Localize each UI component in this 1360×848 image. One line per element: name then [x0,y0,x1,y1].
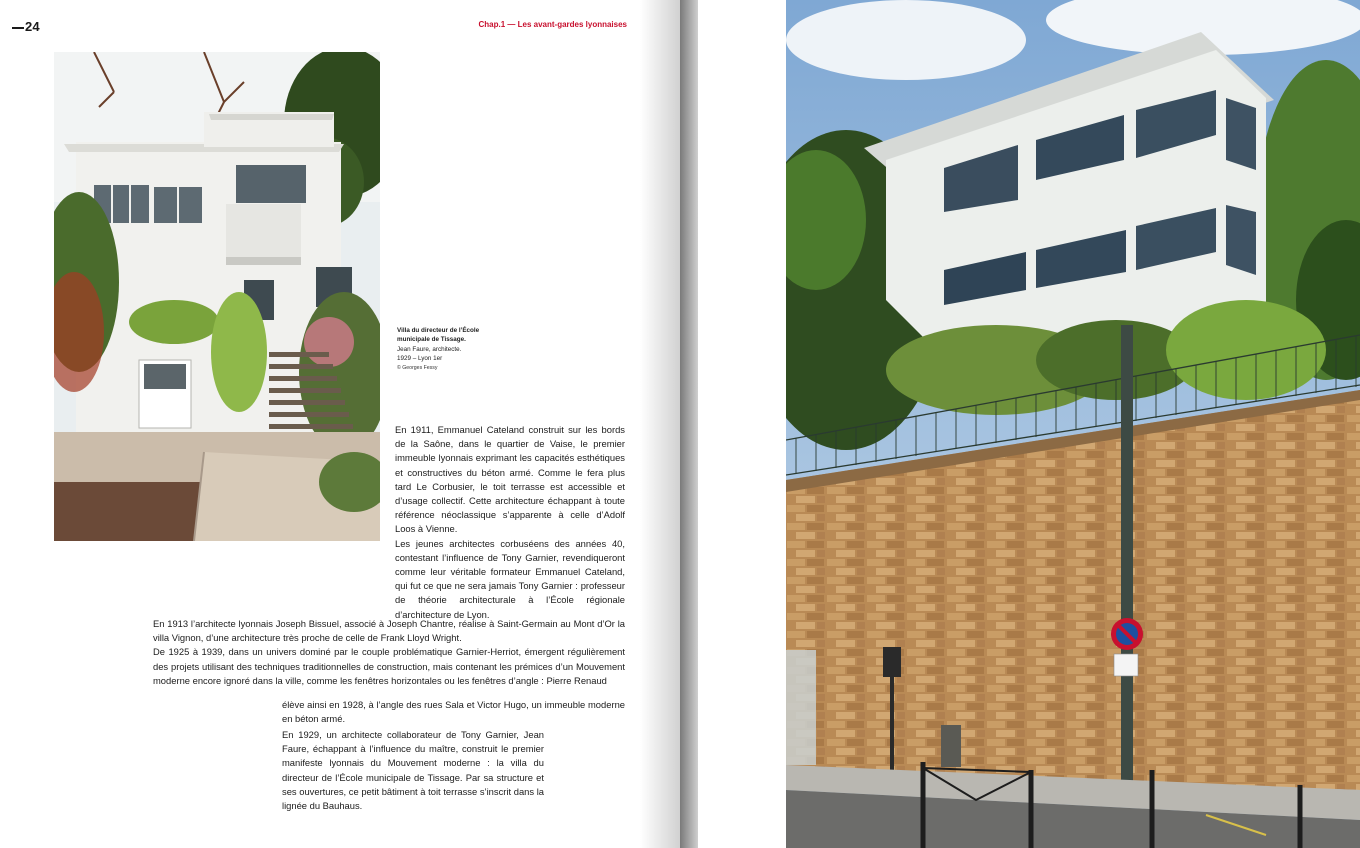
paragraph-1925-1939: De 1925 à 1939, dans un univers dominé par le couple problématique Garnier-Herriot, émergent régulièrement des projets utilisant des techniques traditionnelles de construction, mais contenant les prémices d’un Mouvement moderne encore ignoré dans la ville, comme les fenêtres horizontales ou les fenêtres d’angle : Pierre Renaud [153,646,625,686]
body-text-narrow [282,728,544,813]
page-number-value: 24 [25,19,40,34]
paragraph-corbuseens: Les jeunes architectes corbuséens des années 40, contestant l’influence de Tony Garnier, revendiqueront comme leur véritable formateur Emmanuel Cateland, qui fut ce que ne sera jamais Tony Garnier : professeur de théorie architecturale à l’École régionale d’architecture de Lyon. [395,537,625,620]
gutter-shadow [640,0,680,848]
villa-photo-street [786,0,1360,848]
villa-photo-front [54,52,380,541]
paragraph-faure: En 1929, un architecte collaborateur de Tony Garnier, Jean Faure, échappant à l’influence du maître, construit le premier manifeste lyonnais du Mouvement moderne : la villa du directeur de l’École municipale de Tissage. Par sa structure et ses ouvertures, ce petit bâtiment à toit terrasse s’inscrit dans la lignée du Bauhaus. [282,729,544,812]
paragraph-renaud: élève ainsi en 1928, à l’angle des rues Sala et Victor Hugo, un immeuble moderne en béton armé. [282,699,625,725]
page-number-dash [12,27,24,29]
paragraph-cateland: En 1911, Emmanuel Cateland construit sur les bords de la Saône, dans le quartier de Vaise, le premier immeuble lyonnais exprimant les capacités esthétiques et constructives du béton armé. Comme le fera plus tard Le Corbusier, le toit terrasse est accessible et d’usage collectif. Cette architecture échappant à toute référence néoclassique s’apparente à celle d’Adolf Loos à Vienne. [395,424,625,535]
paragraph-bissuel: En 1913 l’architecte lyonnais Joseph Bissuel, associé à Joseph Chantre, réalise à Saint-Germain au Mont d’Or la villa Vignon, d’une architecture très proche de celle de Frank Lloyd Wright. [153,618,625,644]
photo-caption [397,326,487,373]
running-head: Chap.1 — Les avant-gardes lyonnaises [478,20,627,29]
body-text-indented [282,698,625,726]
page-number [12,19,40,34]
body-text-right-column [395,423,625,622]
binding-gutter [680,0,698,848]
body-text-full-width [153,617,625,688]
caption-date-location: 1929 – Lyon 1er [397,355,443,363]
caption-title: Villa du directeur de l’École municipale de Tissage. [397,327,480,344]
caption-credit: © Georges Fessy [397,364,438,371]
caption-architect: Jean Faure, architecte. [397,345,462,353]
right-page [698,0,1360,848]
